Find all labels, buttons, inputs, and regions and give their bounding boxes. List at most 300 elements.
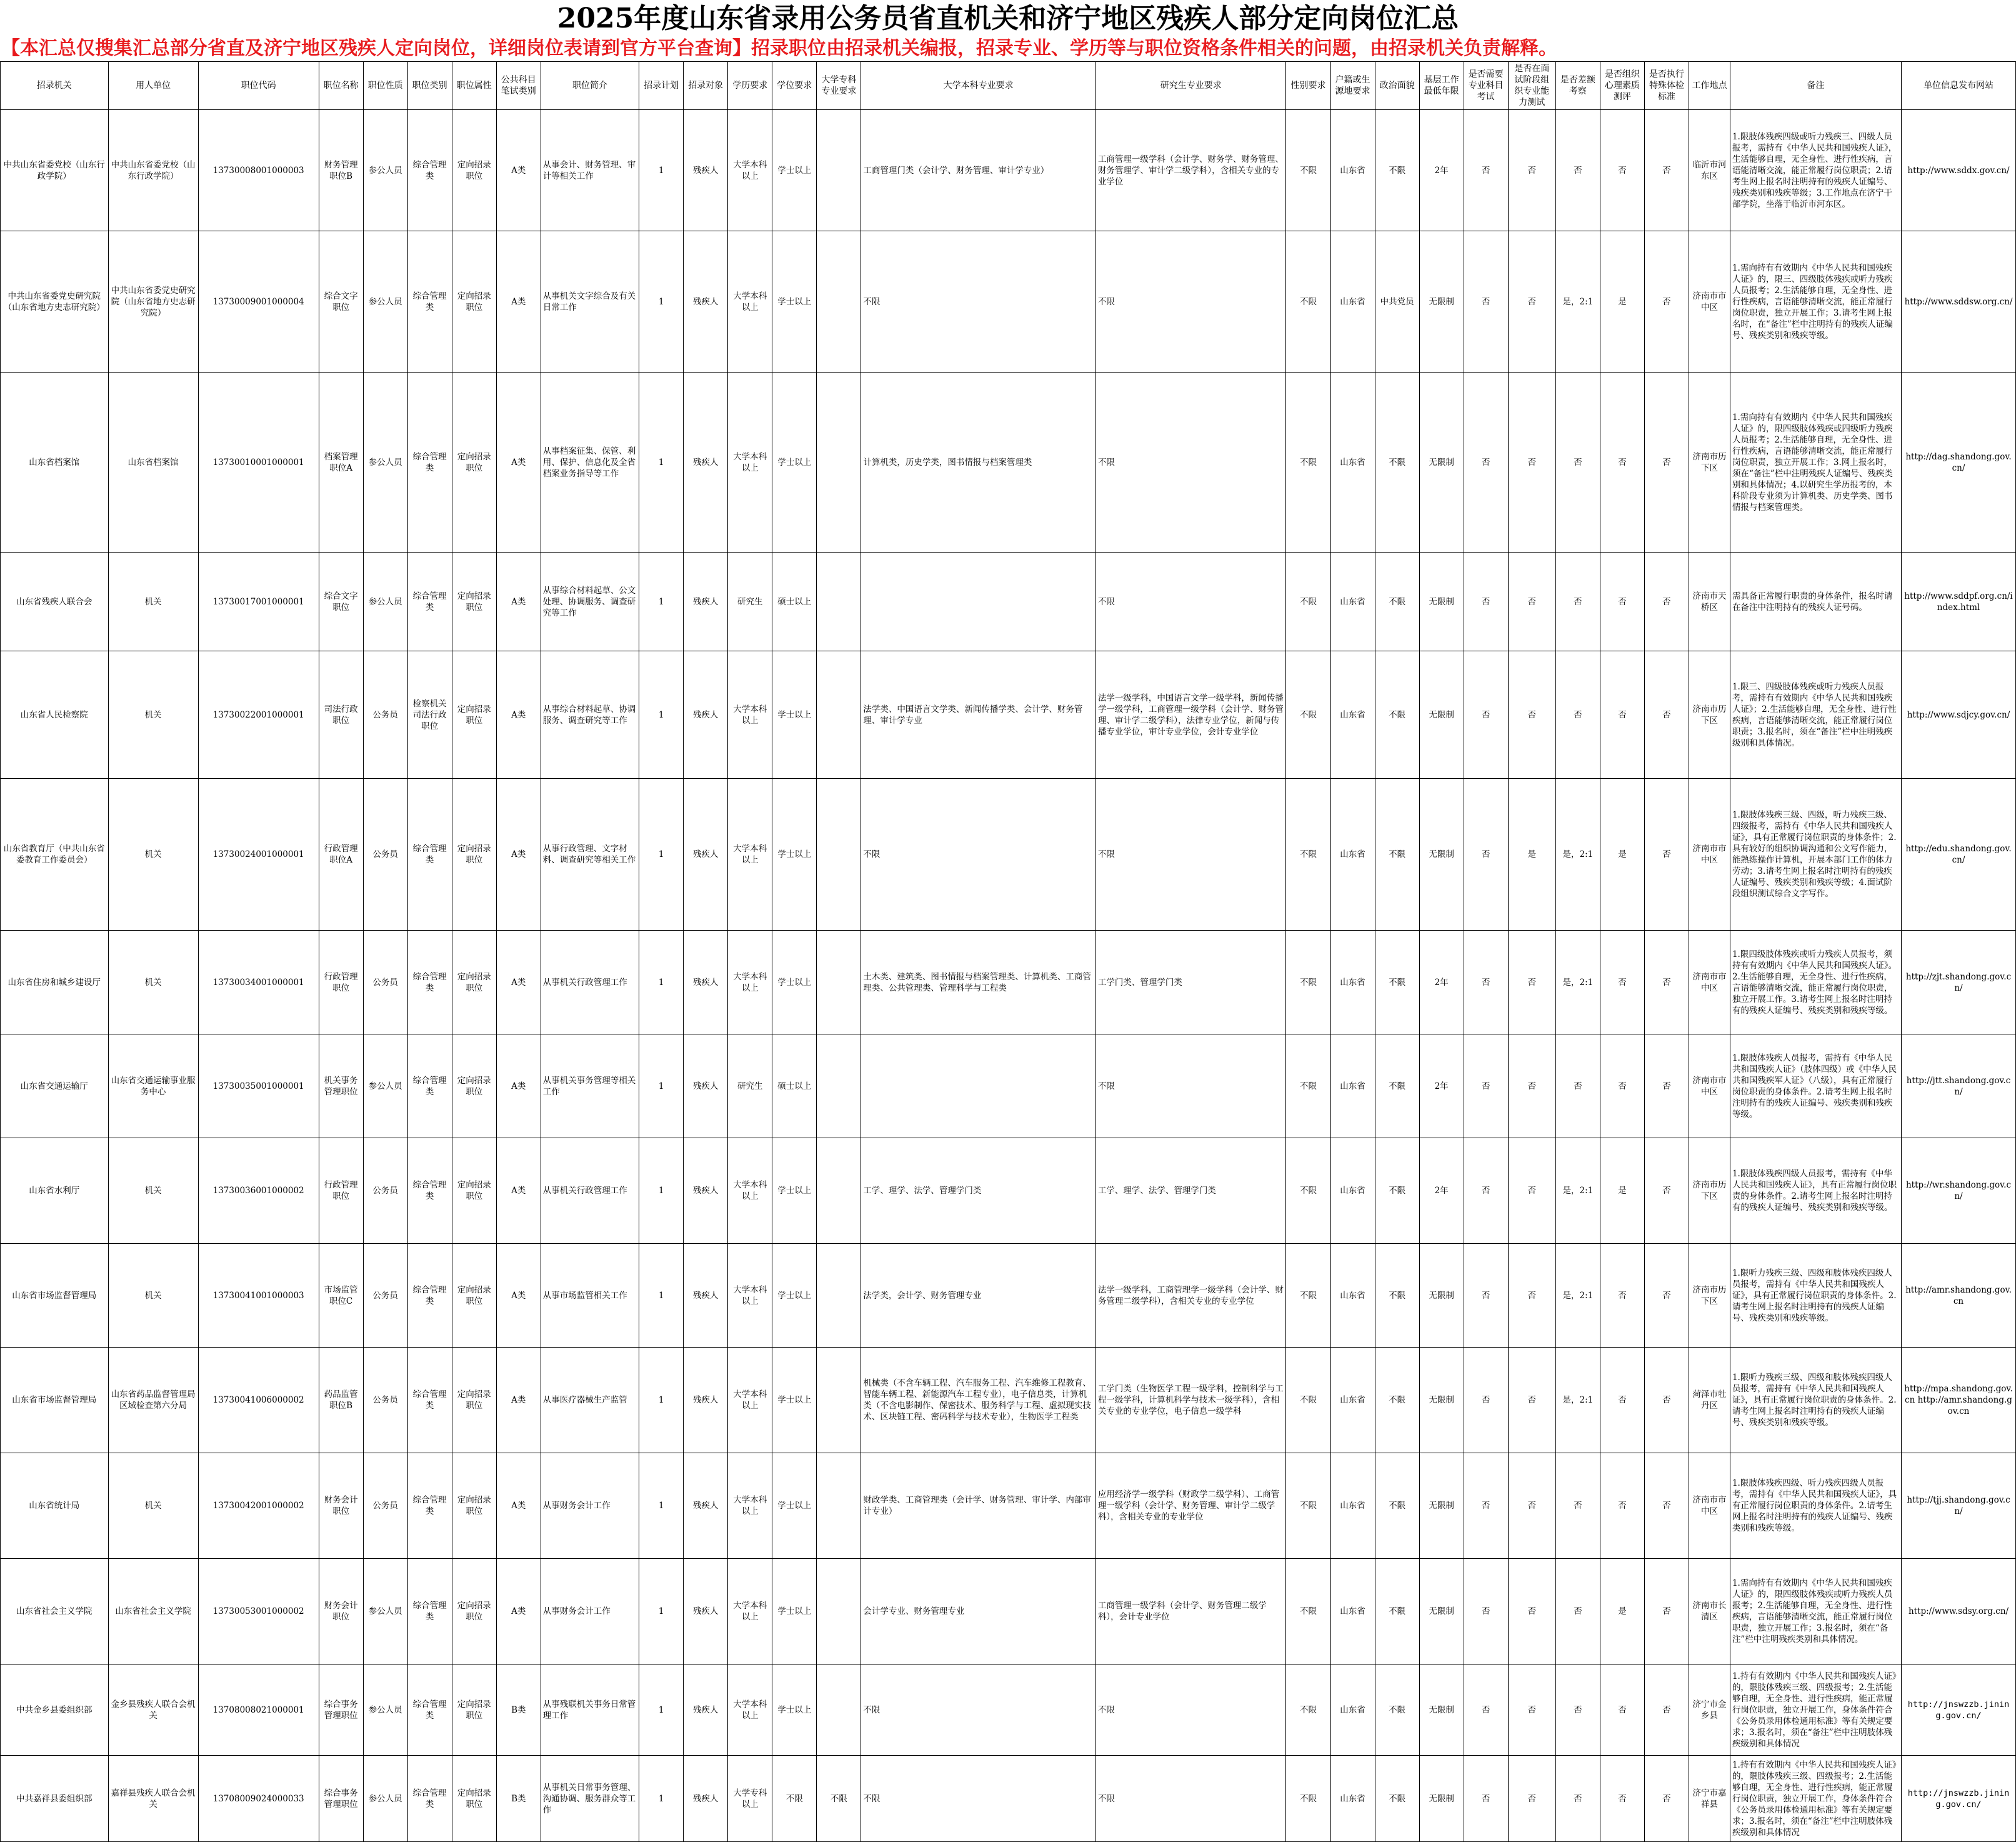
table-cell[interactable]: 工商管理门类（会计学、财务管理、审计学专业） — [861, 110, 1096, 231]
table-cell[interactable]: 定向招录职位 — [452, 1244, 496, 1348]
table-cell[interactable]: 山东省 — [1330, 231, 1375, 373]
table-cell[interactable]: 1 — [639, 1244, 684, 1348]
table-cell[interactable]: 机械类（不含车辆工程、汽车服务工程、汽车维修工程教育、智能车辆工程、新能源汽车工程专业），电子信息类，计算机类（不含电影制作、保密技术、服务科学与工程、虚拟现实技术、区块链工程、密码科学与技术专业），生物医学工程类 — [861, 1348, 1096, 1453]
table-cell[interactable]: 否 — [1464, 1244, 1508, 1348]
table-cell[interactable]: 从事行政管理、文字材料、调查研究等相关工作 — [541, 779, 639, 931]
table-cell[interactable]: 无限制 — [1419, 231, 1464, 373]
table-cell[interactable]: 无限制 — [1419, 1348, 1464, 1453]
column-header[interactable]: 公共科目笔试类别 — [496, 62, 541, 110]
table-cell[interactable]: 否 — [1644, 931, 1689, 1034]
table-cell[interactable]: 不限 — [1095, 553, 1286, 651]
table-cell[interactable]: 残疾人 — [684, 231, 728, 373]
table-cell[interactable]: 从事档案征集、保管、利用、保护、信息化及全省档案业务指导等工作 — [541, 373, 639, 553]
table-cell[interactable]: 应用经济学一级学科（财政学二级学科）、工商管理一级学科（会计学、财务管理、审计学二级学科），含相关专业的专业学位 — [1095, 1453, 1286, 1559]
table-cell[interactable]: 否 — [1464, 1559, 1508, 1664]
column-header[interactable]: 职位名称 — [319, 62, 363, 110]
table-cell[interactable]: A类 — [496, 1453, 541, 1559]
table-cell[interactable]: 否 — [1508, 1348, 1555, 1453]
table-cell[interactable]: 1 — [639, 1034, 684, 1138]
column-header[interactable]: 户籍或生源地要求 — [1330, 62, 1375, 110]
table-cell[interactable]: 山东省 — [1330, 553, 1375, 651]
table-cell[interactable]: 机关 — [108, 553, 198, 651]
table-cell[interactable]: 是，2:1 — [1555, 779, 1600, 931]
table-cell[interactable] — [817, 1559, 861, 1664]
table-cell[interactable]: 参公人员 — [363, 1756, 407, 1842]
table-cell[interactable]: 定向招录职位 — [452, 110, 496, 231]
table-cell[interactable]: 否 — [1508, 1453, 1555, 1559]
table-cell[interactable]: 13730008001000003 — [198, 110, 319, 231]
table-cell[interactable]: 否 — [1555, 373, 1600, 553]
table-cell[interactable]: 1.限三、四级肢体残疾或听力残疾人员报考，需持有有效期内《中华人民共和国残疾人证》；2.生活能够自理，无全身性、进行性疾病，言语能够清晰交流，能正常履行岗位职责；3.报名时，须在“备注”栏中注明残疾级别和具体情况。 — [1730, 651, 1901, 779]
table-cell[interactable]: 学士以上 — [772, 1664, 817, 1756]
table-cell[interactable]: 计算机类，历史学类，图书情报与档案管理类 — [861, 373, 1096, 553]
table-cell[interactable]: 不限 — [1095, 779, 1286, 931]
table-cell[interactable]: 否 — [1464, 1756, 1508, 1842]
column-header[interactable]: 职位代码 — [198, 62, 319, 110]
table-cell[interactable]: 不限 — [1375, 1559, 1419, 1664]
table-cell[interactable]: 山东省档案馆 — [108, 373, 198, 553]
table-cell[interactable] — [817, 373, 861, 553]
table-cell[interactable]: 否 — [1464, 1348, 1508, 1453]
table-cell[interactable]: 不限 — [1286, 931, 1330, 1034]
table-cell[interactable]: 13708009024000033 — [198, 1756, 319, 1842]
table-cell[interactable]: 1.需向持有有效期内《中华人民共和国残疾人证》的，限四级肢体残疾或听力残疾人员报考；2.生活能够自理，无全身性、进行性疾病，言语能够清晰交流，能正常履行岗位职责，独立开展工作；3.报名时，须在“备注”栏中注明残疾类别和具体情况。 — [1730, 1559, 1901, 1664]
table-cell[interactable] — [861, 1034, 1096, 1138]
table-cell[interactable]: 13730009001000004 — [198, 231, 319, 373]
column-header[interactable]: 研究生专业要求 — [1095, 62, 1286, 110]
table-cell[interactable]: 是，2:1 — [1555, 931, 1600, 1034]
table-cell[interactable]: 金乡县残疾人联合会机关 — [108, 1664, 198, 1756]
table-cell[interactable] — [817, 1453, 861, 1559]
table-cell[interactable] — [817, 651, 861, 779]
table-cell[interactable]: 学士以上 — [772, 1453, 817, 1559]
table-cell[interactable]: 否 — [1508, 373, 1555, 553]
table-cell[interactable]: 1 — [639, 553, 684, 651]
table-cell[interactable]: 综合管理类 — [407, 1756, 452, 1842]
table-cell[interactable]: 无限制 — [1419, 779, 1464, 931]
table-cell[interactable] — [817, 779, 861, 931]
table-cell[interactable]: 1 — [639, 1348, 684, 1453]
table-cell[interactable]: 不限 — [1375, 1348, 1419, 1453]
table-cell[interactable]: 山东省 — [1330, 651, 1375, 779]
table-cell[interactable]: 否 — [1464, 1453, 1508, 1559]
table-cell[interactable]: 1.限肢体残疾人员报考，需持有《中华人民共和国残疾人证》（肢体四级）或《中华人民共和国残疾军人证》（八级），具有正常履行岗位职责的身体条件。2.请考生网上报名时注明持有的残疾人证编号、残疾类别和残疾等级。 — [1730, 1034, 1901, 1138]
table-cell[interactable]: 不限 — [861, 231, 1096, 373]
table-cell[interactable]: 山东省 — [1330, 931, 1375, 1034]
table-cell[interactable]: 工学门类、管理学门类 — [1095, 931, 1286, 1034]
table-cell[interactable]: 是，2:1 — [1555, 1244, 1600, 1348]
table-cell[interactable]: 山东省 — [1330, 1559, 1375, 1664]
table-cell[interactable]: 否 — [1644, 1244, 1689, 1348]
table-cell[interactable]: 菏泽市牡丹区 — [1689, 1348, 1730, 1453]
table-cell[interactable]: 13730036001000002 — [198, 1138, 319, 1244]
table-cell[interactable]: 参公人员 — [363, 1664, 407, 1756]
table-cell[interactable]: 不限 — [1286, 553, 1330, 651]
table-cell[interactable]: 从事医疗器械生产监管 — [541, 1348, 639, 1453]
table-cell[interactable]: http://amr.shandong.gov.cn — [1902, 1244, 2016, 1348]
table-cell[interactable]: 残疾人 — [684, 1244, 728, 1348]
table-cell[interactable]: 残疾人 — [684, 1348, 728, 1453]
column-header[interactable]: 是否执行特殊体检标准 — [1644, 62, 1689, 110]
table-cell[interactable]: 1.持有有效期内《中华人民共和国残疾人证》的，限肢体残疾三级、四级报考；2.生活能够自理，无全身性、进行性疾病，能正常履行岗位职责，独立开展工作，身体条件符合《公务员录用体检通用标准》等有关规定要求；3.报名时，须在“备注”栏中注明肢体残疾级别和具体情况 — [1730, 1756, 1901, 1842]
column-header[interactable]: 招录机关 — [1, 62, 109, 110]
table-cell[interactable]: 否 — [1600, 553, 1644, 651]
table-cell[interactable]: http://tjj.shandong.gov.cn/ — [1902, 1453, 2016, 1559]
table-cell[interactable]: 山东省市场监督管理局 — [1, 1244, 109, 1348]
table-cell[interactable]: 1 — [639, 373, 684, 553]
table-cell[interactable]: 综合管理类 — [407, 779, 452, 931]
table-cell[interactable]: 济南市市中区 — [1689, 231, 1730, 373]
table-cell[interactable]: 残疾人 — [684, 931, 728, 1034]
table-cell[interactable]: 1.限肢体残疾四级或听力残疾三、四级人员报考，需持有《中华人民共和国残疾人证》，生活能够自理，无全身性、进行性疾病，言语能清晰交流，能正常履行岗位职责；2.请考生网上报名时注明持有的残疾人证编号、残疾类别和残疾等级；3.工作地点在济宁干部学院，坐落于临沂市河东区。 — [1730, 110, 1901, 231]
table-cell[interactable]: 13730010001000001 — [198, 373, 319, 553]
table-cell[interactable]: 1 — [639, 651, 684, 779]
table-cell[interactable]: 山东省交通运输厅 — [1, 1034, 109, 1138]
table-cell[interactable]: A类 — [496, 651, 541, 779]
table-cell[interactable]: 是，2:1 — [1555, 1138, 1600, 1244]
table-cell[interactable]: 参公人员 — [363, 553, 407, 651]
table-cell[interactable] — [817, 1138, 861, 1244]
table-cell[interactable]: 是 — [1508, 779, 1555, 931]
table-cell[interactable]: 硕士以上 — [772, 1034, 817, 1138]
table-cell[interactable]: 综合管理类 — [407, 1034, 452, 1138]
column-header[interactable]: 单位信息发布网站 — [1902, 62, 2016, 110]
table-cell[interactable]: 山东省 — [1330, 110, 1375, 231]
table-cell[interactable]: 行政管理职位A — [319, 779, 363, 931]
table-cell[interactable]: 综合管理类 — [407, 373, 452, 553]
table-cell[interactable]: 定向招录职位 — [452, 231, 496, 373]
table-cell[interactable]: 否 — [1600, 651, 1644, 779]
table-cell[interactable]: http://jnswzzb.jining.gov.cn/ — [1902, 1756, 2016, 1842]
table-cell[interactable]: 机关事务管理职位 — [319, 1034, 363, 1138]
table-cell[interactable]: 否 — [1600, 1244, 1644, 1348]
table-cell[interactable]: 财政学类、工商管理类（会计学、财务管理、审计学、内部审计专业） — [861, 1453, 1096, 1559]
table-cell[interactable]: 不限 — [1286, 1348, 1330, 1453]
table-cell[interactable]: 否 — [1508, 1756, 1555, 1842]
table-cell[interactable]: A类 — [496, 231, 541, 373]
table-cell[interactable]: 否 — [1644, 1453, 1689, 1559]
table-cell[interactable]: 1 — [639, 1664, 684, 1756]
table-cell[interactable]: 行政管理职位 — [319, 1138, 363, 1244]
table-cell[interactable]: 济南市市中区 — [1689, 1453, 1730, 1559]
table-cell[interactable]: 13708008021000001 — [198, 1664, 319, 1756]
table-cell[interactable]: 山东省 — [1330, 1034, 1375, 1138]
table-cell[interactable]: 否 — [1508, 931, 1555, 1034]
table-cell[interactable]: 否 — [1464, 553, 1508, 651]
table-cell[interactable]: 济南市历下区 — [1689, 1244, 1730, 1348]
table-cell[interactable]: 13730022001000001 — [198, 651, 319, 779]
table-cell[interactable]: 否 — [1464, 779, 1508, 931]
table-cell[interactable]: 参公人员 — [363, 110, 407, 231]
table-cell[interactable]: 山东省 — [1330, 1453, 1375, 1559]
table-cell[interactable]: 研究生 — [728, 1034, 772, 1138]
table-cell[interactable]: 残疾人 — [684, 1138, 728, 1244]
table-cell[interactable]: B类 — [496, 1664, 541, 1756]
table-cell[interactable]: 学士以上 — [772, 373, 817, 553]
table-cell[interactable]: 无限制 — [1419, 373, 1464, 553]
table-cell[interactable]: 否 — [1508, 1664, 1555, 1756]
table-cell[interactable] — [817, 1664, 861, 1756]
table-cell[interactable]: 不限 — [1375, 1244, 1419, 1348]
table-cell[interactable]: 否 — [1464, 373, 1508, 553]
table-cell[interactable]: 山东省 — [1330, 1138, 1375, 1244]
column-header[interactable]: 基层工作最低年限 — [1419, 62, 1464, 110]
table-cell[interactable]: 学士以上 — [772, 1244, 817, 1348]
table-cell[interactable]: 13730034001000001 — [198, 931, 319, 1034]
table-cell[interactable]: 山东省药品监督管理局区域检查第六分局 — [108, 1348, 198, 1453]
table-cell[interactable]: 不限 — [1286, 779, 1330, 931]
table-cell[interactable]: 综合管理类 — [407, 931, 452, 1034]
table-cell[interactable]: 是 — [1600, 231, 1644, 373]
table-cell[interactable]: 否 — [1555, 1034, 1600, 1138]
table-cell[interactable]: 学士以上 — [772, 1559, 817, 1664]
table-cell[interactable]: 2年 — [1419, 931, 1464, 1034]
table-cell[interactable]: 济南市历下区 — [1689, 651, 1730, 779]
table-cell[interactable]: 不限 — [1286, 231, 1330, 373]
table-cell[interactable]: 1.需向持有有效期内《中华人民共和国残疾人证》的，限三、四级肢体残疾或听力残疾人员报考；2.生活能够自理，无全身性、进行性疾病，言语能够清晰交流，能正常履行岗位职责，独立开展工作；3.请考生网上报名时，在“备注”栏中注明持有的残疾人证编号、残疾类别和残疾等级。 — [1730, 231, 1901, 373]
table-cell[interactable]: 不限 — [1095, 231, 1286, 373]
table-cell[interactable]: 济南市历下区 — [1689, 373, 1730, 553]
table-cell[interactable]: 山东省教育厅（中共山东省委教育工作委员会） — [1, 779, 109, 931]
table-cell[interactable]: 定向招录职位 — [452, 1348, 496, 1453]
column-header[interactable]: 备注 — [1730, 62, 1901, 110]
table-cell[interactable]: 不限 — [861, 779, 1096, 931]
table-cell[interactable]: 1.限四级肢体残疾或听力残疾人员报考，须持有有效期内《中华人民共和国残疾人证》。2.生活能够自理，无全身性、进行性疾病，言语能够清晰交流，能正常履行岗位职责，独立开展工作。3.请考生网上报名时注明持有的残疾人证编号、残疾类别和残疾等级。 — [1730, 931, 1901, 1034]
column-header[interactable]: 招录计划 — [639, 62, 684, 110]
table-cell[interactable]: 否 — [1644, 553, 1689, 651]
table-cell[interactable] — [817, 1034, 861, 1138]
table-cell[interactable]: 否 — [1555, 1664, 1600, 1756]
table-cell[interactable]: 是 — [1600, 1559, 1644, 1664]
table-cell[interactable]: 大学专科以上 — [728, 1756, 772, 1842]
column-header[interactable]: 政治面貌 — [1375, 62, 1419, 110]
table-cell[interactable]: 中共党员 — [1375, 231, 1419, 373]
table-cell[interactable]: 综合管理类 — [407, 1559, 452, 1664]
table-cell[interactable]: http://dag.shandong.gov.cn/ — [1902, 373, 2016, 553]
table-cell[interactable]: 参公人员 — [363, 1559, 407, 1664]
table-cell[interactable]: 机关 — [108, 1453, 198, 1559]
table-cell[interactable]: 不限 — [1375, 1756, 1419, 1842]
table-cell[interactable]: 不限 — [1095, 1756, 1286, 1842]
table-cell[interactable]: 否 — [1600, 1664, 1644, 1756]
table-cell[interactable]: 山东省社会主义学院 — [1, 1559, 109, 1664]
table-cell[interactable]: 13730017001000001 — [198, 553, 319, 651]
table-cell[interactable]: 档案管理职位A — [319, 373, 363, 553]
table-cell[interactable]: 无限制 — [1419, 553, 1464, 651]
table-cell[interactable]: http://jtt.shandong.gov.cn/ — [1902, 1034, 2016, 1138]
table-cell[interactable]: 济南市长清区 — [1689, 1559, 1730, 1664]
table-cell[interactable]: 残疾人 — [684, 1664, 728, 1756]
table-cell[interactable]: 药品监管职位B — [319, 1348, 363, 1453]
table-cell[interactable]: 不限 — [1375, 1453, 1419, 1559]
table-cell[interactable]: 嘉祥县残疾人联合会机关 — [108, 1756, 198, 1842]
table-cell[interactable]: 山东省社会主义学院 — [108, 1559, 198, 1664]
table-cell[interactable]: 法学一级学科，工商管理学一级学科（会计学、财务管理二级学科），含相关专业的专业学位 — [1095, 1244, 1286, 1348]
table-cell[interactable]: 土木类、建筑类、图书情报与档案管理类、计算机类、工商管理类、公共管理类、管理科学与工程类 — [861, 931, 1096, 1034]
table-cell[interactable]: 否 — [1644, 110, 1689, 231]
table-cell[interactable]: 否 — [1644, 1034, 1689, 1138]
table-cell[interactable]: 财务管理职位B — [319, 110, 363, 231]
column-header[interactable]: 工作地点 — [1689, 62, 1730, 110]
table-cell[interactable]: 2年 — [1419, 1034, 1464, 1138]
table-cell[interactable]: 从事会计、财务管理、审计等相关工作 — [541, 110, 639, 231]
table-cell[interactable]: 不限 — [1286, 373, 1330, 553]
table-cell[interactable]: 公务员 — [363, 931, 407, 1034]
table-cell[interactable]: 大学本科以上 — [728, 1559, 772, 1664]
column-header[interactable]: 职位简介 — [541, 62, 639, 110]
table-cell[interactable]: 机关 — [108, 1138, 198, 1244]
table-cell[interactable]: 机关 — [108, 651, 198, 779]
table-cell[interactable]: 公务员 — [363, 651, 407, 779]
table-cell[interactable]: 不限 — [817, 1756, 861, 1842]
table-cell[interactable]: 综合管理类 — [407, 231, 452, 373]
table-cell[interactable]: 13730053001000002 — [198, 1559, 319, 1664]
table-cell[interactable]: 山东省 — [1330, 373, 1375, 553]
table-cell[interactable]: 13730024001000001 — [198, 779, 319, 931]
table-cell[interactable]: 硕士以上 — [772, 553, 817, 651]
table-cell[interactable]: 综合管理类 — [407, 1138, 452, 1244]
table-cell[interactable]: 否 — [1464, 231, 1508, 373]
table-cell[interactable]: 定向招录职位 — [452, 779, 496, 931]
table-cell[interactable]: 从事市场监管相关工作 — [541, 1244, 639, 1348]
table-cell[interactable]: 定向招录职位 — [452, 1034, 496, 1138]
table-cell[interactable]: 否 — [1600, 373, 1644, 553]
column-header[interactable]: 职位类别 — [407, 62, 452, 110]
column-header[interactable]: 性别要求 — [1286, 62, 1330, 110]
table-cell[interactable]: 不限 — [1375, 931, 1419, 1034]
table-cell[interactable]: 残疾人 — [684, 553, 728, 651]
table-cell[interactable]: 否 — [1508, 1034, 1555, 1138]
table-cell[interactable]: A类 — [496, 373, 541, 553]
table-cell[interactable]: 从事财务会计工作 — [541, 1559, 639, 1664]
table-cell[interactable]: 无限制 — [1419, 1756, 1464, 1842]
table-cell[interactable]: 法学类，会计学、财务管理专业 — [861, 1244, 1096, 1348]
column-header[interactable]: 大学本科专业要求 — [861, 62, 1096, 110]
table-cell[interactable]: 山东省交通运输事业服务中心 — [108, 1034, 198, 1138]
table-cell[interactable]: 否 — [1555, 1756, 1600, 1842]
table-cell[interactable]: 1.持有有效期内《中华人民共和国残疾人证》的，限肢体残疾三级、四级报考；2.生活能够自理，无全身性、进行性疾病，能正常履行岗位职责，独立开展工作，身体条件符合《公务员录用体检通用标准》等有关规定要求；3.报名时，须在“备注”栏中注明肢体残疾级别和具体情况 — [1730, 1664, 1901, 1756]
table-cell[interactable]: 山东省统计局 — [1, 1453, 109, 1559]
table-cell[interactable]: 否 — [1600, 1348, 1644, 1453]
table-cell[interactable]: 市场监管职位C — [319, 1244, 363, 1348]
table-cell[interactable]: 山东省 — [1330, 1348, 1375, 1453]
table-cell[interactable]: http://edu.shandong.gov.cn/ — [1902, 779, 2016, 931]
table-cell[interactable]: 学士以上 — [772, 779, 817, 931]
table-cell[interactable]: 山东省 — [1330, 779, 1375, 931]
table-cell[interactable]: 不限 — [1095, 1034, 1286, 1138]
table-cell[interactable]: 从事财务会计工作 — [541, 1453, 639, 1559]
table-cell[interactable]: 山东省残疾人联合会 — [1, 553, 109, 651]
table-cell[interactable]: 是 — [1600, 779, 1644, 931]
column-header[interactable]: 职位性质 — [363, 62, 407, 110]
table-cell[interactable]: http://www.sddsw.org.cn/ — [1902, 231, 2016, 373]
table-cell[interactable]: 山东省市场监督管理局 — [1, 1348, 109, 1453]
table-cell[interactable]: 否 — [1555, 651, 1600, 779]
table-cell[interactable]: 1 — [639, 1559, 684, 1664]
table-cell[interactable]: 2年 — [1419, 1138, 1464, 1244]
column-header[interactable]: 用人单位 — [108, 62, 198, 110]
table-cell[interactable]: 不限 — [1286, 1756, 1330, 1842]
table-cell[interactable]: http://mpa.shandong.gov.cn http://amr.shandong.gov.cn — [1902, 1348, 2016, 1453]
table-cell[interactable]: 从事机关行政管理工作 — [541, 931, 639, 1034]
table-cell[interactable]: 定向招录职位 — [452, 1559, 496, 1664]
table-cell[interactable]: 2年 — [1419, 110, 1464, 231]
table-cell[interactable]: 财务会计职位 — [319, 1453, 363, 1559]
table-cell[interactable]: 参公人员 — [363, 373, 407, 553]
column-header[interactable]: 学位要求 — [772, 62, 817, 110]
table-cell[interactable]: 否 — [1464, 110, 1508, 231]
table-cell[interactable]: 工商管理一级学科（会计学、财务学、财务管理、财务管理学、审计学二级学科），含相关专业的专业学位 — [1095, 110, 1286, 231]
table-cell[interactable]: 无限制 — [1419, 1244, 1464, 1348]
table-cell[interactable]: 综合事务管理职位 — [319, 1664, 363, 1756]
table-cell[interactable]: 否 — [1600, 931, 1644, 1034]
table-cell[interactable]: 定向招录职位 — [452, 1664, 496, 1756]
table-cell[interactable]: 1.限听力残疾三级、四级和肢体残疾四级人员报考，需持有《中华人民共和国残疾人证》，具有正常履行岗位职责的身体条件。2.请考生网上报名时注明持有的残疾人证编号、残疾类别和残疾等级。 — [1730, 1348, 1901, 1453]
table-cell[interactable]: 无限制 — [1419, 651, 1464, 779]
table-cell[interactable] — [817, 1244, 861, 1348]
table-cell[interactable]: 从事综合材料起草、协调服务、调查研究等工作 — [541, 651, 639, 779]
table-cell[interactable]: 1 — [639, 1138, 684, 1244]
table-cell[interactable]: 机关 — [108, 931, 198, 1034]
table-cell[interactable]: A类 — [496, 931, 541, 1034]
table-cell[interactable]: 从事残联机关事务日常管理工作 — [541, 1664, 639, 1756]
table-cell[interactable]: 否 — [1464, 1034, 1508, 1138]
table-cell[interactable]: 从事综合材料起草、公文处理、协调服务、调查研究等工作 — [541, 553, 639, 651]
table-cell[interactable]: 大学本科以上 — [728, 110, 772, 231]
table-cell[interactable]: 不限 — [861, 1664, 1096, 1756]
table-cell[interactable]: 不限 — [1375, 651, 1419, 779]
table-cell[interactable]: 从事机关文字综合及有关日常工作 — [541, 231, 639, 373]
table-cell[interactable]: 否 — [1644, 651, 1689, 779]
table-cell[interactable]: 否 — [1600, 1034, 1644, 1138]
table-cell[interactable]: 济南市天桥区 — [1689, 553, 1730, 651]
table-cell[interactable]: 1.限肢体残疾四级、听力残疾四级人员报考，需持有《中华人民共和国残疾人证》，具有正常履行岗位职责的身体条件。2.请考生网上报名时注明持有的残疾人证编号、残疾类别和残疾等级。 — [1730, 1453, 1901, 1559]
table-cell[interactable]: 否 — [1555, 1453, 1600, 1559]
column-header[interactable]: 是否需要专业科目考试 — [1464, 62, 1508, 110]
table-cell[interactable]: 否 — [1508, 553, 1555, 651]
table-cell[interactable]: 会计学专业、财务管理专业 — [861, 1559, 1096, 1664]
table-cell[interactable]: 大学本科以上 — [728, 931, 772, 1034]
table-cell[interactable]: 否 — [1600, 1756, 1644, 1842]
table-cell[interactable]: 中共山东省委党史研究院（山东省地方史志研究院） — [108, 231, 198, 373]
table-cell[interactable] — [817, 931, 861, 1034]
table-cell[interactable]: 13730035001000001 — [198, 1034, 319, 1138]
table-cell[interactable]: 工学门类（生物医学工程一级学科，控制科学与工程一级学科，计算机科学与技术一级学科），含相关专业的专业学位，电子信息一级学科 — [1095, 1348, 1286, 1453]
table-cell[interactable]: 工商管理一级学科（会计学、财务管理二级学科），会计专业学位 — [1095, 1559, 1286, 1664]
table-cell[interactable]: 工学、理学、法学、管理学门类 — [1095, 1138, 1286, 1244]
table-cell[interactable]: 否 — [1508, 231, 1555, 373]
table-cell[interactable]: 法学一级学科，中国语言文学一级学科，新闻传播学一级学科，工商管理一级学科（会计学、财务管理、审计学二级学科），法律专业学位，新闻与传播专业学位，审计专业学位，会计专业学位 — [1095, 651, 1286, 779]
table-cell[interactable]: 大学本科以上 — [728, 1348, 772, 1453]
table-cell[interactable]: 1.限听力残疾三级、四级和肢体残疾四级人员报考，需持有《中华人民共和国残疾人证》，具有正常履行岗位职责的身体条件。2.请考生网上报名时注明持有的残疾人证编号、残疾类别和残疾等级。 — [1730, 1244, 1901, 1348]
table-cell[interactable]: 1 — [639, 779, 684, 931]
table-cell[interactable]: 否 — [1644, 373, 1689, 553]
table-cell[interactable]: 是，2:1 — [1555, 231, 1600, 373]
table-cell[interactable]: 1 — [639, 1453, 684, 1559]
table-cell[interactable]: 否 — [1644, 779, 1689, 931]
table-cell[interactable]: http://jnswzzb.jining.gov.cn/ — [1902, 1664, 2016, 1756]
table-cell[interactable]: 不限 — [1286, 1138, 1330, 1244]
table-cell[interactable]: 否 — [1464, 651, 1508, 779]
table-cell[interactable]: 否 — [1508, 110, 1555, 231]
table-cell[interactable]: 济南市市中区 — [1689, 931, 1730, 1034]
table-cell[interactable]: A类 — [496, 110, 541, 231]
table-cell[interactable]: 大学本科以上 — [728, 779, 772, 931]
table-cell[interactable]: 综合管理类 — [407, 1348, 452, 1453]
table-cell[interactable]: 否 — [1644, 1559, 1689, 1664]
table-cell[interactable]: http://wr.shandong.gov.cn/ — [1902, 1138, 2016, 1244]
table-cell[interactable]: 研究生 — [728, 553, 772, 651]
